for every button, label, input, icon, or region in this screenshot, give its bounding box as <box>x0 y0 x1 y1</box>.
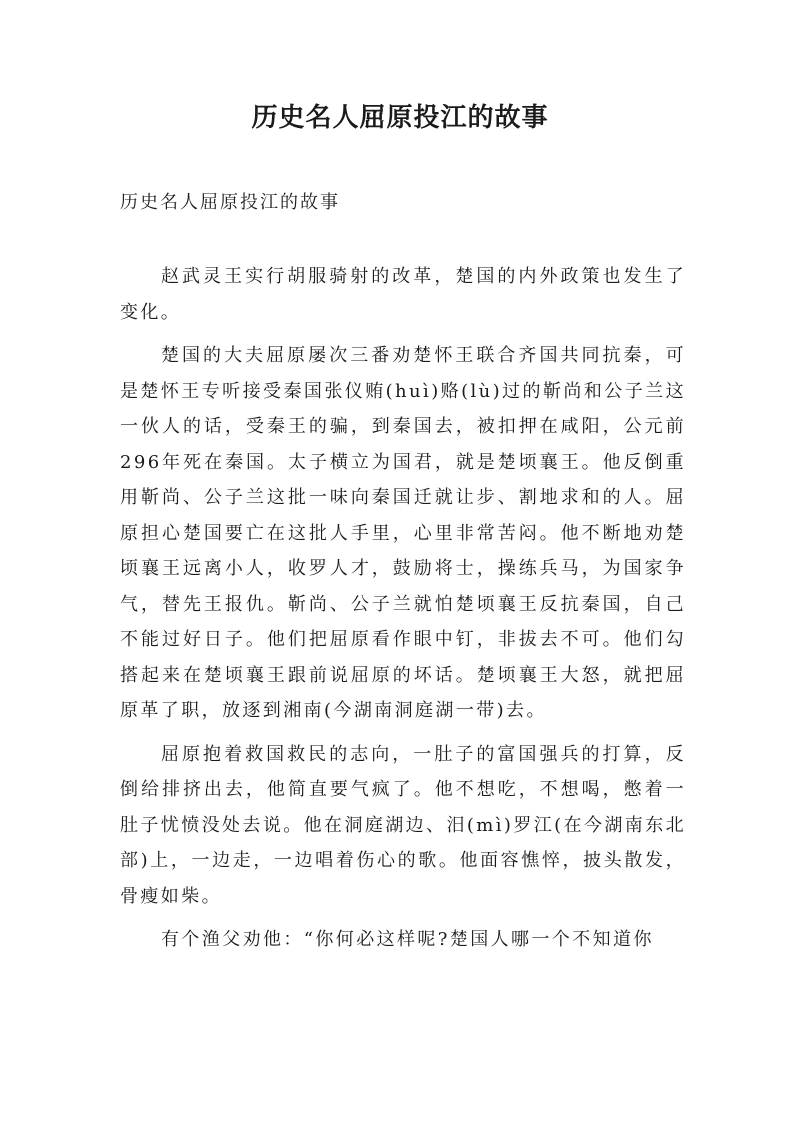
document-subtitle: 历史名人屈原投江的故事 <box>120 192 340 213</box>
document-title: 历史名人屈原投江的故事 <box>251 103 549 133</box>
paragraph-3: 屈原抱着救国救民的志向，一肚子的富国强兵的打算，反倒给排挤出去，他简直要气疯了。他不想吃，不想喝，憋着一肚子忧愤没处去说。他在洞庭湖边、汨(mì)罗江(在今湖南东北部)上，一边走，一边唱着伤心的歌。他面容憔悴，披头散发，骨瘦如柴。 <box>120 743 686 907</box>
paragraph-1: 赵武灵王实行胡服骑射的改革，楚国的内外政策也发生了变化。 <box>120 266 686 323</box>
paragraph-4: 有个渔父劝他：“你何必这样呢?楚国人哪一个不知道你 <box>161 929 654 950</box>
article-body <box>120 259 686 966</box>
paragraph-2: 楚国的大夫屈原屡次三番劝楚怀王联合齐国共同抗秦，可是楚怀王专听接受秦国张仪贿(huì)赂(lù)过的靳尚和公子兰这一伙人的话，受秦王的骗，到秦国去，被扣押在咸阳，公元前296年死在秦国。太子横立为国君，就是楚顷襄王。他反倒重用靳尚、公子兰这批一味向秦国迁就让步、割地求和的人。屈原担心楚国要亡在这批人手里，心里非常苦闷。他不断地劝楚顷襄王远离小人，收罗人才，鼓励将士，操练兵马，为国家争气，替先王报仇。靳尚、公子兰就怕楚顷襄王反抗秦国，自己不能过好日子。他们把屈原看作眼中钉，非拔去不可。他们勾搭起来在楚顷襄王跟前说屈原的坏话。楚顷襄王大怒，就把屈原革了职，放逐到湘南(今湖南洞庭湖一带)去。 <box>120 345 686 721</box>
